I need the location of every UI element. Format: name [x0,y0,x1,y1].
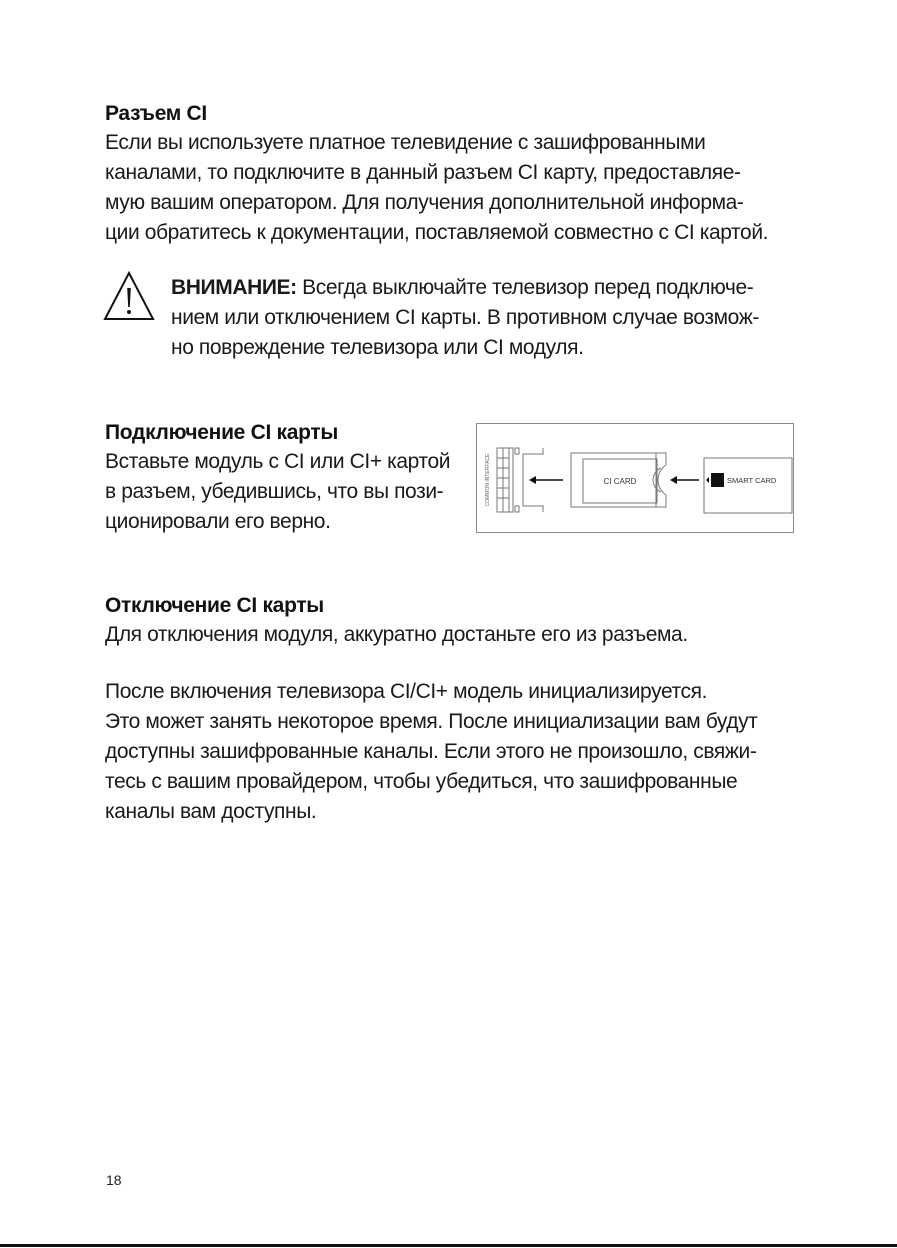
bottom-rule [0,1244,897,1247]
warning-text: нием или отключением CI карты. В противном случае возмож- [171,306,759,329]
text-line: Если вы используете платное телевидение с зашифрованными [105,131,706,154]
ci-card-insertion-diagram [476,423,794,533]
smart-card-label: SMART CARD [727,476,777,485]
text-line: Это может занять некоторое время. После инициализации вам будут [105,710,758,733]
text-line: доступны зашифрованные каналы. Если этого не произошло, свяжи- [105,740,757,763]
text-line: тесь с вашим провайдером, чтобы убедиться, что зашифрованные [105,770,738,793]
heading-disconnect-ci: Отключение CI карты [105,594,324,617]
text-line: Вставьте модуль с CI или CI+ картой [105,450,451,473]
text-line: После включения телевизора CI/CI+ модель инициализируется. [105,680,708,703]
heading-connect-ci: Подключение CI карты [105,421,338,444]
paragraph-connect-ci [105,447,450,537]
warning-triangle-icon [103,270,155,322]
paragraph-ci-slot [105,128,768,248]
text-line: ционировали его верно. [105,510,331,533]
common-interface-label: COMMON INTERFACE [485,453,491,507]
text-line: Для отключения модуля, аккуратно достаньте его из разъема. [105,623,688,646]
text-line: в разъем, убедившись, что вы пози- [105,480,444,503]
page-number: 18 [106,1172,122,1188]
text-line: каналами, то подключите в данный разъем CI карту, предоставляе- [105,161,741,184]
warning-note [171,273,759,363]
text-line: мую вашим оператором. Для получения дополнительной информа- [105,191,744,214]
text-line: ции обратитесь к документации, поставляемой совместно с CI картой. [105,221,769,244]
ci-card-label: CI CARD [603,477,637,486]
heading-ci-slot: Разъем CI [105,102,207,125]
diagram-illustration [477,424,793,532]
paragraph-disconnect-ci [105,620,688,650]
paragraph-after-init [105,677,757,827]
warning-text: но повреждение телевизора или CI модуля. [171,336,584,359]
warning-text: Всегда выключайте телевизор перед подключе- [296,276,754,299]
warning-label: ВНИМАНИЕ: [171,276,297,299]
text-line: каналы вам доступны. [105,800,317,823]
